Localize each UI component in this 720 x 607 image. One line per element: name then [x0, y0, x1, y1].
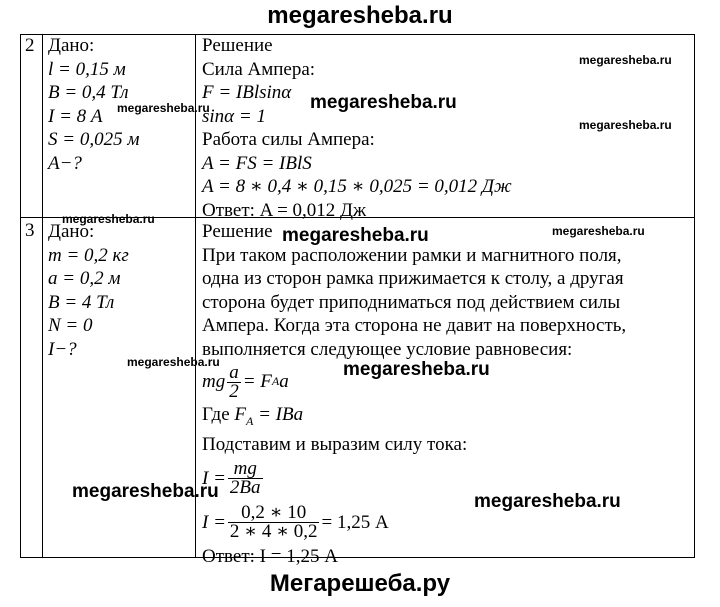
watermark-small: megaresheba.ru [62, 212, 155, 226]
solution-text-line: выполняется следующее условие равновесия: [202, 338, 573, 360]
formula-line: sinα = 1 [202, 105, 266, 127]
given-item: m = 0,2 кг [48, 244, 129, 266]
fraction-a-over-2 [227, 361, 241, 402]
col-border-left [20, 34, 21, 558]
solution-text-line: сторона будет приподниматься под действием силы [202, 291, 621, 313]
watermark-bottom: Мегарешеба.ру [269, 570, 451, 597]
given-item: a = 0,2 м [48, 268, 121, 289]
solution-line: Решение [202, 35, 273, 56]
given-item: B = 0,4 Тл [48, 82, 129, 103]
where-label: Где [202, 404, 230, 425]
eq1-tail: a [279, 371, 289, 393]
eq3-left: I = [202, 512, 226, 534]
watermark-small: megaresheba.ru [579, 118, 672, 132]
fraction-numerator: 0,2 ∗ 10 [228, 504, 320, 523]
answer-line: Ответ: I = 1,25 А [202, 545, 338, 567]
eq1-left: mg [202, 371, 226, 393]
problem-3-number: 3 [25, 220, 35, 241]
solution-line: Работа силы Ампера: [202, 129, 375, 150]
eq3-right: = 1,25 А [321, 512, 389, 534]
watermark-medium: megaresheba.ru [282, 225, 429, 246]
given-item: l = 0,15 м [48, 58, 126, 80]
col-border-num [42, 34, 43, 558]
substitute-line: Подставим и выразим силу тока: [202, 434, 468, 456]
eq1-subscript: A [271, 374, 280, 389]
given-label: Дано: [48, 221, 95, 242]
fraction-numerator: a [229, 361, 239, 383]
eq2-left: I = [202, 468, 226, 490]
solution-text-line: одна из сторон рамка прижимается к столу, а другая [202, 268, 624, 289]
problem-3-solution [202, 220, 626, 568]
answer-line: Ответ: A = 0,012 Дж [202, 199, 367, 221]
problem-2-solution [202, 34, 512, 222]
problem-3-given [48, 220, 129, 361]
watermark-medium: megaresheba.ru [474, 491, 621, 512]
watermark-medium: megaresheba.ru [72, 481, 219, 502]
watermark-medium: megaresheba.ru [310, 92, 457, 113]
eq1-right: = F [242, 371, 272, 393]
fraction-numerator: mg [228, 460, 263, 479]
formula-line: F = IBlsinα [202, 82, 292, 103]
col-border-right [694, 34, 695, 558]
solution-line: Сила Ампера: [202, 58, 316, 80]
watermark-small: megaresheba.ru [579, 53, 672, 67]
fraction-denominator: 2 ∗ 4 ∗ 0,2 [229, 521, 318, 543]
given-item: I−? [48, 338, 77, 360]
where-line [202, 403, 626, 433]
fraction-mg-over-2ba [228, 460, 263, 497]
fraction-calculation [228, 504, 320, 541]
solution-text-line: При таком расположении рамки и магнитного поля, [202, 244, 622, 266]
solution-heading: Решение [202, 221, 273, 242]
given-item: N = 0 [48, 315, 93, 336]
watermark-top: megaresheba.ru [267, 2, 453, 29]
given-item: B = 4 Тл [48, 291, 115, 313]
watermark-medium: megaresheba.ru [343, 359, 490, 380]
problem-2-number: 2 [25, 35, 35, 56]
given-item: I = 8 А [48, 105, 103, 127]
where-eq: F [234, 404, 247, 425]
solution-text-line: Ампера. Когда эта сторона не давит на поверхность, [202, 315, 627, 336]
formula-line: A = 8 ∗ 0,4 ∗ 0,15 ∗ 0,025 = 0,012 Дж [202, 176, 512, 197]
given-item: S = 0,025 м [48, 129, 140, 150]
fraction-denominator: 2Ba [229, 477, 261, 499]
fraction-denominator: 2 [229, 380, 239, 402]
watermark-small: megaresheba.ru [127, 355, 220, 369]
given-label: Дано: [48, 35, 95, 56]
watermark-small: megaresheba.ru [117, 101, 210, 115]
where-rest: = IBa [253, 404, 304, 425]
where-subscript: A [246, 413, 254, 428]
given-item: A−? [48, 152, 82, 174]
watermark-small: megaresheba.ru [552, 224, 645, 238]
formula-line: A = FS = IBlS [202, 152, 312, 174]
